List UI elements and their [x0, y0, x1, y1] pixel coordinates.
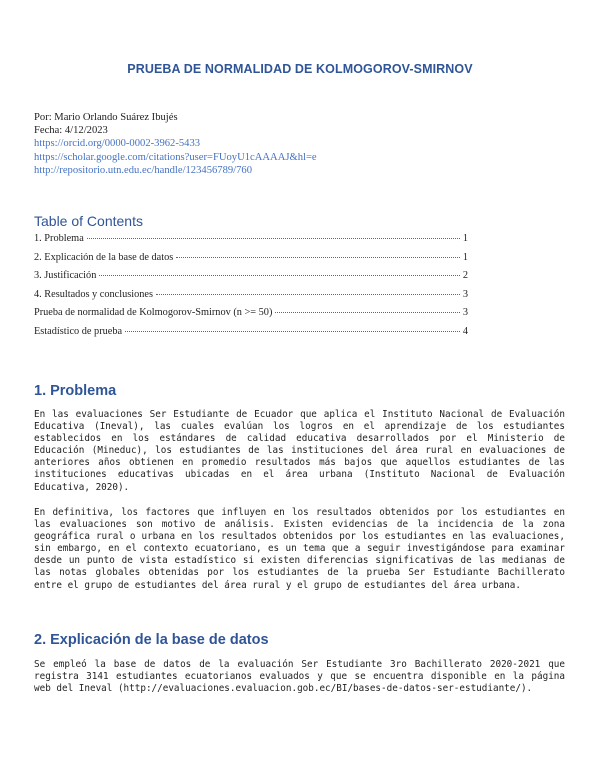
- repository-link[interactable]: http://repositorio.utn.edu.ec/handle/123456789/760: [34, 164, 253, 176]
- paragraph: En definitiva, los factores que influyen en los resultados obtenidos por los estudiantes en las evaluaciones son motivo de análisis. Existen evidencias de la incidencia de la zona geográfica rural o urbana en los resultados obtenidos por los estudiantes en las evaluaciones, sin embargo, en el contexto ecuatoriano, es un tema que a seguir investigándose para examinar desde un punto de vista estadístico si existen diferencias significativas de las medianas de las notas globales obtenidas por los estudiantes de la prueba Ser Estudiante Bachillerato entre el grupo de estudiantes del área rural y el grupo de estudiantes del área urbana.: [34, 507, 565, 591]
- paragraph: Se empleó la base de datos de la evaluación Ser Estudiante 3ro Bachillerato 2020-2021 que registra 3141 estudiantes ecuatorianos evaluados y que se encuentra disponible en la página web del Ineval (http://evaluaciones.evaluacion.gob.ec/BI/bases-de-datos-ser-estudiante/).: [34, 659, 565, 695]
- toc-item-page: 2: [462, 270, 468, 282]
- toc-item-label: 4. Resultados y conclusiones: [34, 288, 153, 300]
- toc-item-label: 1. Problema: [34, 233, 84, 244]
- toc-item-label: 2. Explicación de la base de datos: [34, 251, 174, 263]
- toc-item-label: Prueba de normalidad de Kolmogorov-Smirnov (n >= 50): [34, 307, 273, 319]
- toc-heading: Table of Contents: [34, 213, 143, 229]
- toc-item-justificacion[interactable]: [34, 270, 468, 289]
- document-title: PRUEBA DE NORMALIDAD DE KOLMOGOROV-SMIRNOV: [127, 62, 473, 76]
- toc-leader: [275, 312, 459, 313]
- toc-item-page: 1: [462, 233, 468, 244]
- toc-leader: [156, 294, 460, 295]
- scholar-link[interactable]: https://scholar.google.com/citations?user=FUoyU1cAAAAJ&hl=e: [34, 151, 317, 163]
- toc-item-page: 3: [462, 288, 468, 300]
- toc-item-estadistico[interactable]: [34, 326, 468, 345]
- toc-item-page: 3: [462, 307, 468, 319]
- toc-leader: [87, 238, 460, 239]
- toc-item-page: 1: [462, 251, 468, 263]
- toc-item-kolmogorov[interactable]: [34, 307, 468, 326]
- toc-leader: [99, 275, 460, 276]
- toc-item-resultados[interactable]: [34, 289, 468, 308]
- section-heading-base-de-datos: 2. Explicación de la base de datos: [34, 632, 269, 648]
- table-of-contents: [34, 233, 468, 345]
- paragraph: En las evaluaciones Ser Estudiante de Ecuador que aplica el Instituto Nacional de Evaluación Educativa (Ineval), las cuales evalúan los logros en el aprendizaje de los estudiantes establecidos en los estándares de calidad educativa desarrollados por el Ministerio de Educación (Mineduc), los estudiantes de las instituciones del área rural en evaluaciones de anteriores años obtienen en promedio resultados más bajos que aquellos estudiantes de las instituciones educativas ubicadas en el área urbana (Instituto Nacional de Evaluación Educativa, 2020).: [34, 409, 565, 493]
- toc-item-label: Estadístico de prueba: [34, 325, 123, 337]
- toc-leader: [125, 331, 460, 332]
- toc-leader: [176, 257, 460, 258]
- date-line: Fecha: 4/12/2023: [34, 125, 108, 137]
- author-line: Por: Mario Orlando Suárez Ibujés: [34, 112, 178, 123]
- toc-item-base-de-datos[interactable]: [34, 252, 468, 271]
- orcid-link[interactable]: https://orcid.org/0000-0002-3962-5433: [34, 138, 201, 150]
- section-heading-problema: 1. Problema: [34, 383, 117, 399]
- author-block: [34, 111, 317, 177]
- toc-item-problema[interactable]: [34, 233, 468, 252]
- toc-item-page: 4: [462, 325, 468, 337]
- toc-item-label: 3. Justificación: [34, 270, 97, 282]
